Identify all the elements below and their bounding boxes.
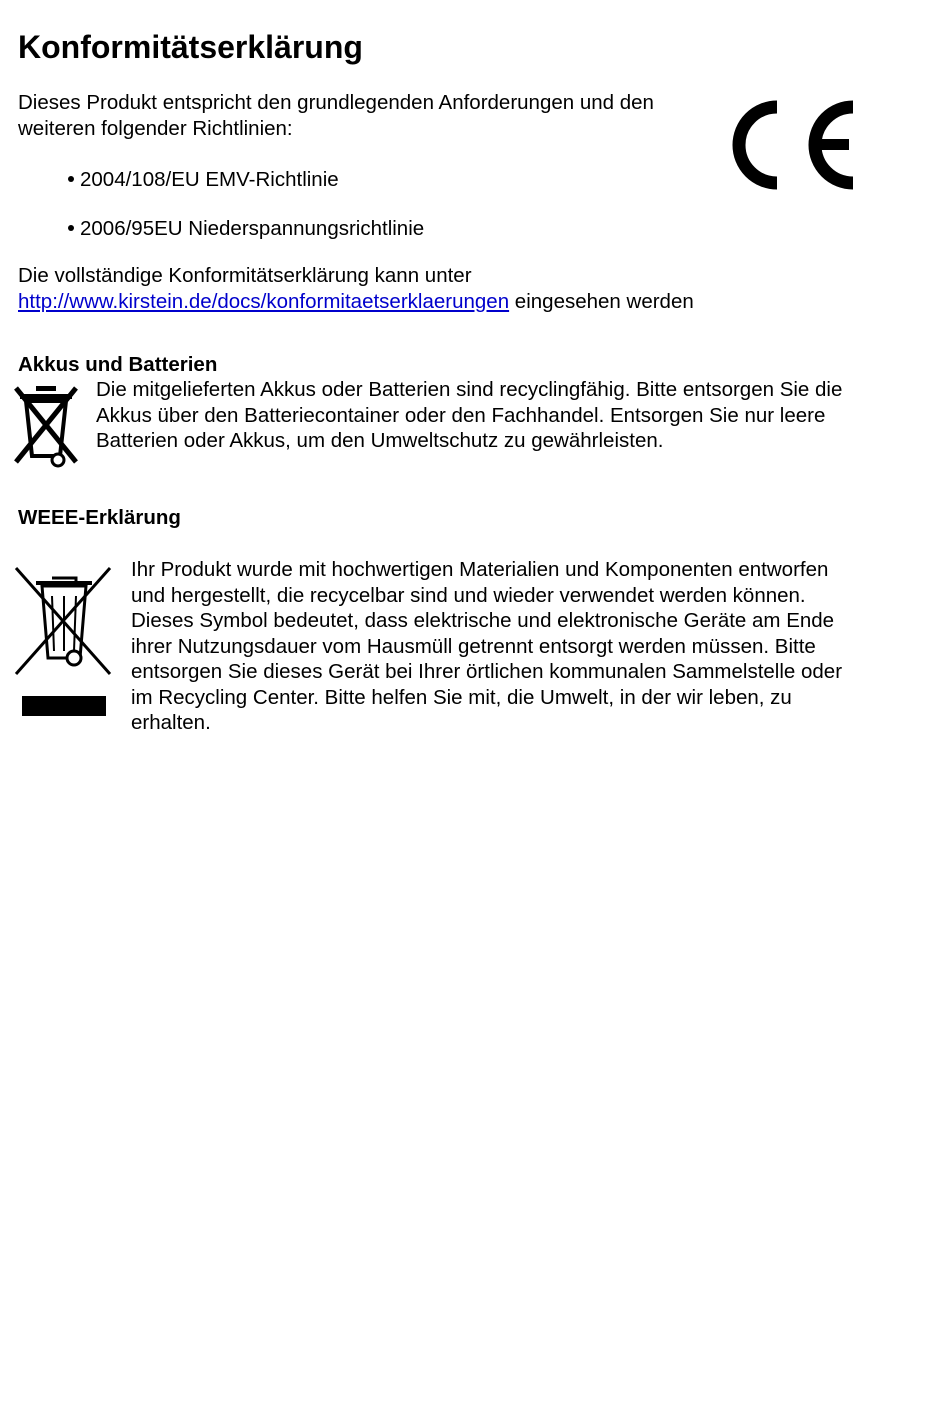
weee-line: Dieses Symbol bedeutet, dass elektrische und elektronische Geräte am Ende bbox=[131, 609, 835, 632]
batteries-paragraph bbox=[96, 377, 926, 454]
batteries-line: Akkus über den Batteriecontainer oder den Fachhandel. Entsorgen Sie nur leere bbox=[96, 403, 826, 427]
batteries-line: Die mitgelieferten Akkus oder Batterien sind recyclingfähig. Bitte entsorgen Sie die bbox=[96, 378, 843, 401]
bullet-icon bbox=[68, 176, 74, 182]
weee-line: erhalten. bbox=[131, 711, 211, 734]
weee-line: Ihr Produkt wurde mit hochwertigen Materialien und Komponenten entworfen bbox=[131, 558, 829, 581]
weee-line: entsorgen Sie dieses Gerät bei Ihrer örtlichen kommunalen Sammelstelle oder bbox=[131, 660, 843, 683]
crossed-out-bin-icon bbox=[14, 382, 78, 468]
batteries-line: Batterien oder Akkus, um den Umweltschutz zu gewährleisten. bbox=[96, 429, 664, 452]
conformity-link[interactable]: http://www.kirstein.de/docs/konformitaetserklaerungen bbox=[18, 289, 510, 313]
directive-list-item bbox=[68, 216, 424, 242]
weee-heading: WEEE-Erklärung bbox=[18, 506, 181, 529]
weee-line: im Recycling Center. Bitte helfen Sie mit, die Umwelt, in der wir leben, zu bbox=[131, 685, 792, 709]
conformity-link-line bbox=[18, 289, 918, 315]
intro-paragraph bbox=[18, 90, 718, 141]
directive-label: 2004/108/EU EMV-Richtlinie bbox=[80, 168, 339, 191]
weee-paragraph bbox=[131, 557, 921, 736]
conformity-line: Die vollständige Konformitätserklärung kann unter bbox=[18, 264, 472, 287]
directive-list-item bbox=[68, 167, 339, 193]
page-title: Konformitätserklärung bbox=[18, 29, 363, 65]
weee-line: ihrer Nutzungsdauer vom Hausmüll getrennt entsorgt werden müssen. Bitte bbox=[131, 634, 816, 658]
intro-line: weiteren folgender Richtlinien: bbox=[18, 116, 293, 140]
batteries-heading: Akkus und Batterien bbox=[18, 353, 218, 376]
ce-mark-icon bbox=[722, 95, 862, 195]
conformity-paragraph bbox=[18, 263, 918, 314]
directive-label: 2006/95EU Niederspannungsrichtlinie bbox=[80, 217, 425, 240]
weee-line: und hergestellt, die recycelbar sind und wieder verwendet werden können. bbox=[131, 583, 806, 607]
bullet-icon bbox=[68, 225, 74, 231]
weee-bin-icon bbox=[14, 566, 114, 718]
intro-line: Dieses Produkt entspricht den grundlegenden Anforderungen und den bbox=[18, 91, 654, 114]
conformity-suffix: eingesehen werden bbox=[509, 289, 694, 313]
